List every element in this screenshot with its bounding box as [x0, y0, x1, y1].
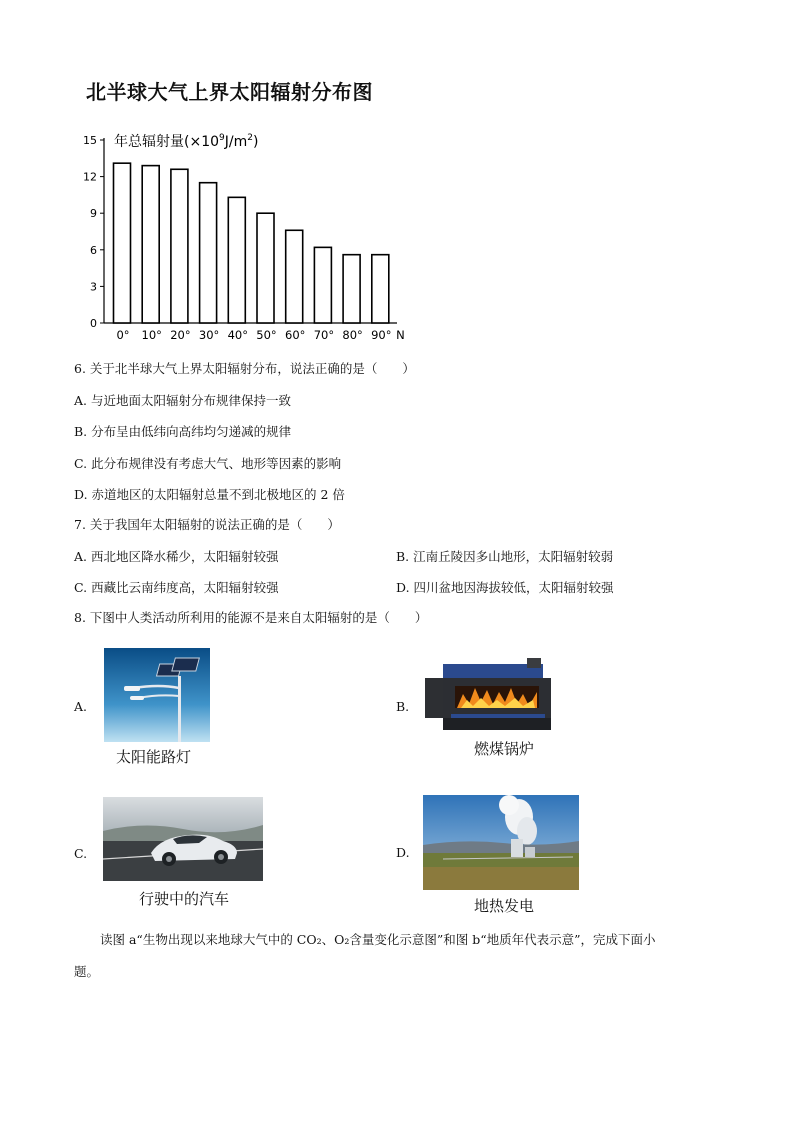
- question-6-option-d[interactable]: D. 赤道地区的太阳辐射总量不到北极地区的 2 倍: [74, 487, 345, 502]
- x-tick-label: 20°: [170, 328, 191, 342]
- question-7-stem: 7. 关于我国年太阳辐射的说法正确的是（ ）: [74, 517, 340, 532]
- question-7-option-c[interactable]: C. 西藏比云南纬度高，太阳辐射较强: [74, 580, 279, 595]
- x-tick-label: 60°: [285, 328, 306, 342]
- option-b-letter[interactable]: B.: [396, 699, 410, 714]
- question-6-option-b[interactable]: B. 分布呈由低纬向高纬均匀递减的规律: [74, 424, 292, 439]
- bar: [142, 166, 159, 323]
- y-axis-label-superscript: 2: [247, 133, 253, 143]
- reading-prompt-line-1: 读图 a“生物出现以来地球大气中的 CO₂、O₂含量变化示意图”和图 b“地质年代表示意”，完成下面小: [100, 932, 656, 947]
- option-c-letter[interactable]: C.: [74, 846, 88, 861]
- bar: [228, 197, 245, 323]
- y-tick-label: 3: [90, 280, 97, 294]
- y-axis-label-superscript: 9: [219, 133, 225, 143]
- x-tick-label: 70°: [313, 328, 335, 342]
- x-axis-unit: N: [396, 328, 405, 342]
- y-axis-label-part: 年总辐射量(×10: [114, 134, 220, 150]
- y-tick-label: 12: [83, 170, 97, 184]
- question-6-stem: 6. 关于北半球大气上界太阳辐射分布，说法正确的是（ ）: [74, 361, 415, 376]
- option-a-letter[interactable]: A.: [74, 699, 88, 714]
- question-7-option-a[interactable]: A. 西北地区降水稀少，太阳辐射较强: [74, 549, 279, 564]
- option-c-caption: 行驶中的汽车: [139, 890, 230, 908]
- y-axis-label-part: ): [252, 134, 259, 150]
- bar: [286, 230, 303, 323]
- solar-street-lamp-image[interactable]: [104, 648, 210, 742]
- moving-car-image[interactable]: [103, 797, 263, 881]
- radiation-bar-chart: [80, 120, 420, 345]
- x-tick-label: 30°: [198, 328, 220, 342]
- bar: [343, 255, 360, 323]
- question-7-option-b[interactable]: B. 江南丘陵因多山地形，太阳辐射较弱: [396, 549, 614, 564]
- y-axis-label-part: J/m: [224, 134, 248, 150]
- y-tick-label: 15: [83, 134, 97, 147]
- y-tick-label: 0: [90, 317, 97, 330]
- x-tick-label: 0°: [116, 328, 130, 342]
- option-a-caption: 太阳能路灯: [116, 748, 192, 766]
- reading-prompt-line-2: 题。: [74, 964, 100, 979]
- geothermal-plant-image[interactable]: [423, 795, 579, 890]
- coal-boiler-image[interactable]: [423, 656, 559, 734]
- x-tick-label: 80°: [342, 328, 363, 342]
- question-6-option-c[interactable]: C. 此分布规律没有考虑大气、地形等因素的影响: [74, 456, 342, 471]
- y-tick-label: 9: [90, 207, 97, 221]
- question-7-option-d[interactable]: D. 四川盆地因海拔较低，太阳辐射较强: [396, 580, 614, 595]
- x-tick-label: 90°: [371, 328, 392, 342]
- x-tick-label: 50°: [256, 328, 277, 342]
- option-d-letter[interactable]: D.: [396, 845, 410, 860]
- bar: [171, 169, 188, 323]
- chart-title: 北半球大气上界太阳辐射分布图: [86, 80, 373, 104]
- y-tick-label: 6: [90, 243, 97, 257]
- y-axis-label: [114, 133, 258, 150]
- option-d-caption: 地热发电: [474, 897, 535, 915]
- bar: [314, 247, 331, 323]
- bar: [257, 213, 274, 323]
- question-8-stem: 8. 下图中人类活动所利用的能源不是来自太阳辐射的是（ ）: [74, 610, 428, 625]
- question-6-option-a[interactable]: A. 与近地面太阳辐射分布规律保持一致: [74, 393, 291, 408]
- x-tick-label: 10°: [141, 328, 162, 342]
- bar: [372, 255, 389, 323]
- bar: [114, 163, 131, 323]
- x-tick-label: 40°: [227, 328, 248, 342]
- option-b-caption: 燃煤锅炉: [474, 740, 535, 758]
- bar: [200, 183, 217, 323]
